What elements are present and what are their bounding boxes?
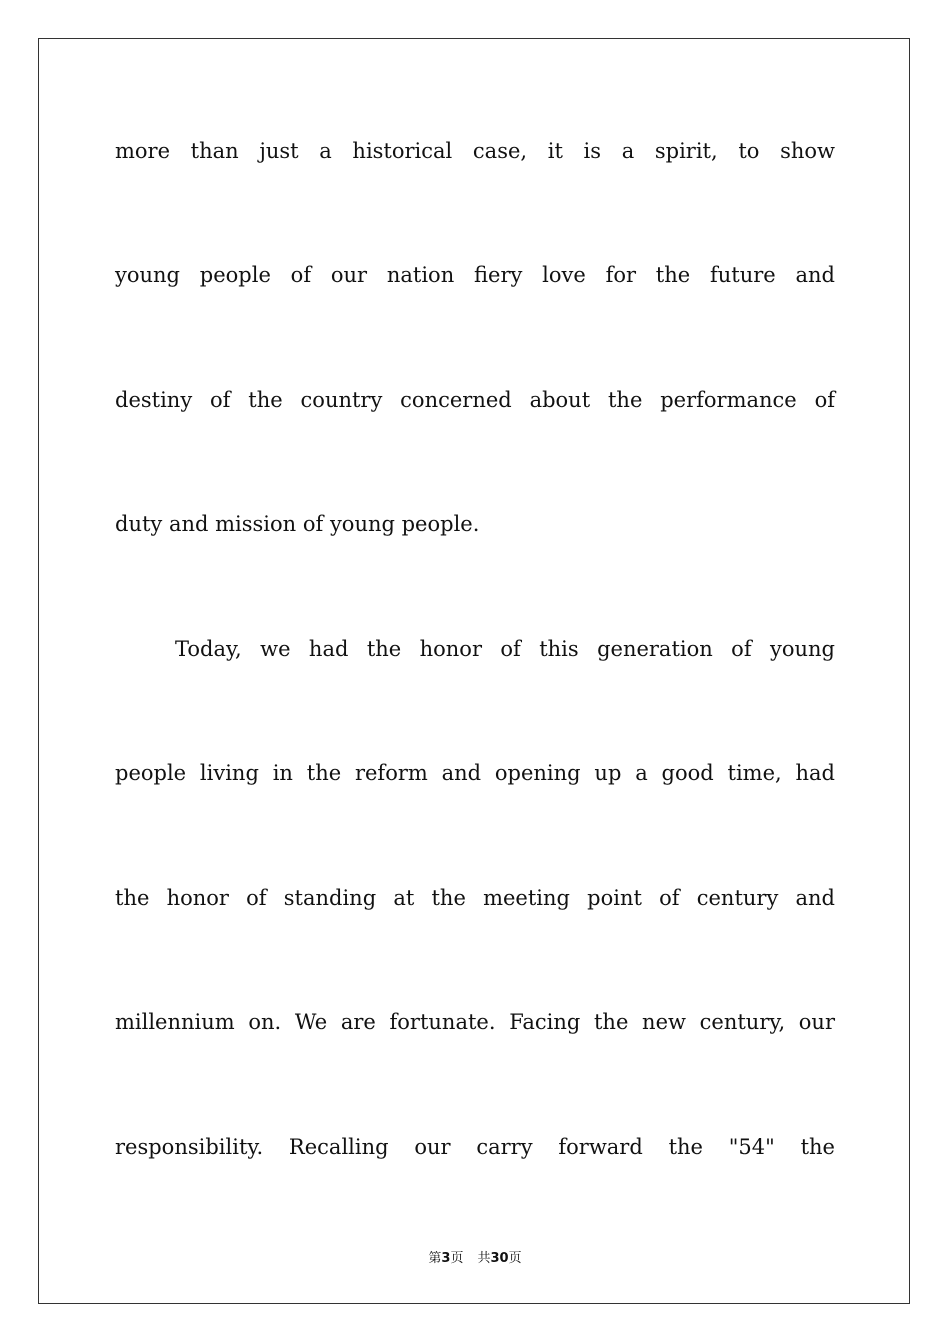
current-page-number: 3 <box>441 1251 451 1266</box>
page-suffix: 页 <box>450 1251 464 1266</box>
page-prefix: 第 <box>428 1251 442 1266</box>
text-line: the honor of standing at the meeting point of century and <box>115 886 835 910</box>
document-body <box>115 0 835 1344</box>
text-line: responsibility. Recalling our carry forward the "54" the <box>115 1135 835 1159</box>
total-prefix: 共 <box>477 1251 491 1266</box>
text-line-indented: Today, we had the honor of this generation of young <box>175 637 835 661</box>
text-line: millennium on. We are fortunate. Facing the new century, our <box>115 1010 835 1034</box>
total-page-number: 30 <box>490 1251 509 1266</box>
text-line: destiny of the country concerned about the performance of <box>115 388 835 412</box>
text-line: duty and mission of young people. <box>115 512 480 536</box>
text-line: people living in the reform and opening up a good time, had <box>115 761 835 785</box>
total-suffix: 页 <box>508 1251 522 1266</box>
page-number-footer <box>0 1247 950 1266</box>
text-line: young people of our nation fiery love for the future and <box>115 263 835 287</box>
text-line: more than just a historical case, it is a spirit, to show <box>115 139 835 163</box>
